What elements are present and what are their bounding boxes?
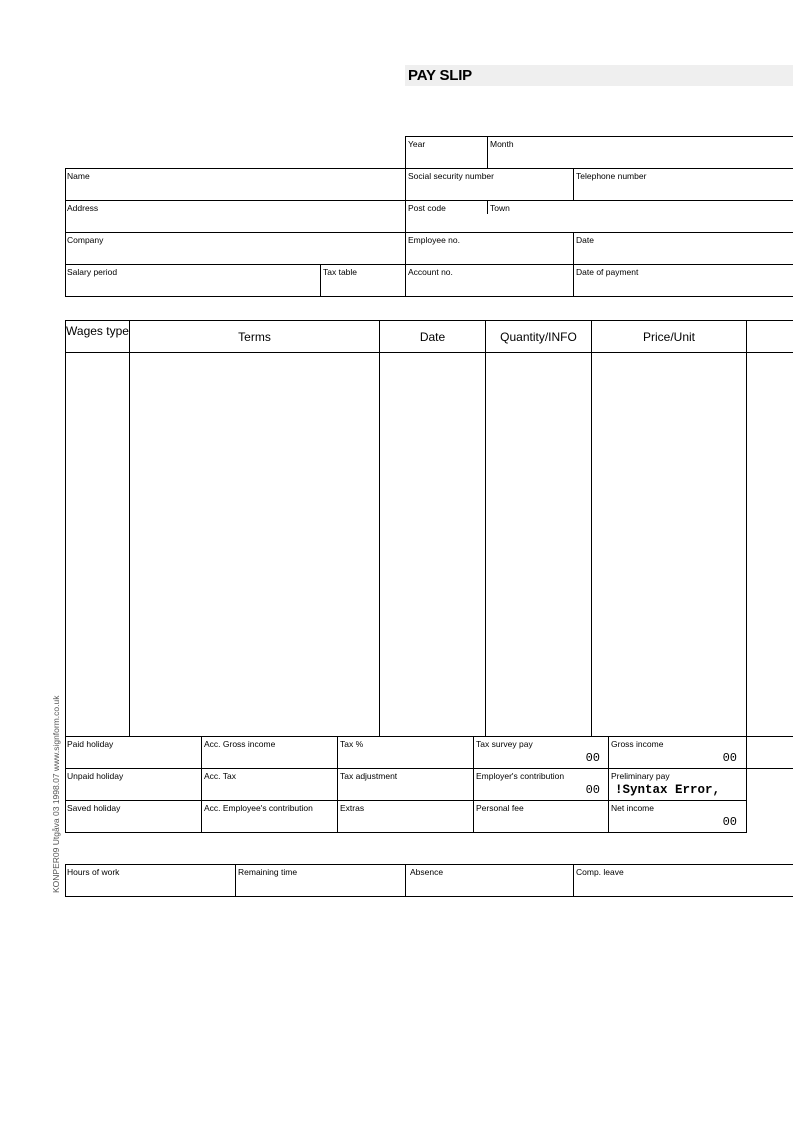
page-title: PAY SLIP (408, 67, 472, 84)
month-field[interactable]: Month (490, 139, 514, 149)
gross-income-field[interactable]: Gross income (611, 739, 664, 749)
address-field[interactable]: Address (67, 203, 99, 213)
extras-field[interactable]: Extras (340, 803, 365, 813)
town-field[interactable]: Town (490, 203, 510, 213)
remaining-time-field[interactable]: Remaining time (238, 867, 298, 877)
employee-no-field[interactable]: Employee no. (408, 235, 460, 245)
gross-income-value: 00 (722, 751, 737, 765)
net-income-field[interactable]: Net income (611, 803, 654, 813)
telephone-field[interactable]: Telephone number (576, 171, 647, 181)
tax-survey-pay-value: 00 (585, 751, 600, 765)
personal-fee-field[interactable]: Personal fee (476, 803, 524, 813)
form-reference-note: KONPER09 Utgåva 03 1998.07 www.signform.co.uk (51, 695, 61, 893)
tax-adjustment-field[interactable]: Tax adjustment (340, 771, 398, 781)
account-no-field[interactable]: Account no. (408, 267, 453, 277)
absence-field[interactable]: Absence (410, 867, 444, 877)
date-of-payment-field[interactable]: Date of payment (576, 267, 639, 277)
tax-percent-field[interactable]: Tax % (340, 739, 364, 749)
tax-table-field[interactable]: Tax table (323, 267, 358, 277)
column-header-quantity-info: Quantity/INFO (500, 330, 577, 344)
post-code-field[interactable]: Post code (408, 203, 446, 213)
salary-period-field[interactable]: Salary period (67, 267, 118, 277)
column-header-price-unit: Price/Unit (642, 330, 695, 344)
name-field[interactable]: Name (67, 171, 90, 181)
acc-employee-contribution-field[interactable]: Acc. Employee's contribution (204, 803, 313, 813)
acc-gross-income-field[interactable]: Acc. Gross income (204, 739, 276, 749)
company-field[interactable]: Company (67, 235, 104, 245)
year-field[interactable]: Year (408, 139, 426, 149)
date-field[interactable]: Date (576, 235, 594, 245)
column-header-date: Date (419, 330, 446, 344)
hours-of-work-field[interactable]: Hours of work (67, 867, 120, 877)
acc-tax-field[interactable]: Acc. Tax (204, 771, 236, 781)
employer-contribution-value: 00 (585, 783, 600, 797)
paid-holiday-field[interactable]: Paid holiday (67, 739, 114, 749)
column-header-wages-type: Wages type (66, 324, 129, 338)
social-security-field[interactable]: Social security number (408, 171, 494, 181)
employer-contribution-field[interactable]: Employer's contribution (476, 771, 565, 781)
preliminary-pay-field[interactable]: Preliminary pay (611, 771, 670, 781)
saved-holiday-field[interactable]: Saved holiday (67, 803, 121, 813)
tax-survey-pay-field[interactable]: Tax survey pay (476, 739, 533, 749)
preliminary-pay-value: !Syntax Error, (615, 783, 721, 797)
unpaid-holiday-field[interactable]: Unpaid holiday (67, 771, 124, 781)
net-income-value: 00 (722, 815, 737, 829)
comp-leave-field[interactable]: Comp. leave (576, 867, 624, 877)
column-header-terms: Terms (238, 330, 271, 344)
